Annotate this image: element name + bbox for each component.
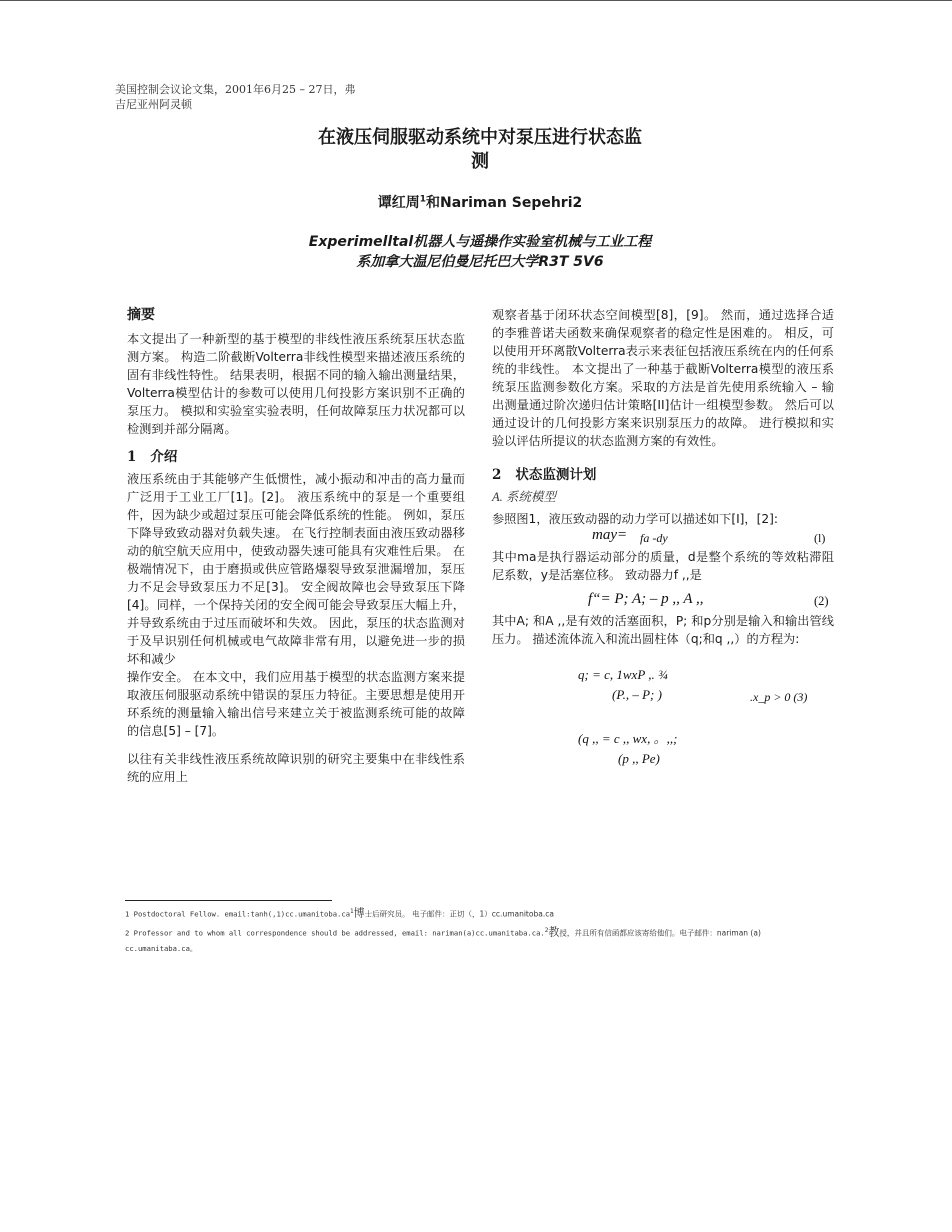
section-2-paragraph-2: 其中ma是执行器运动部分的质量，d是整个系统的等效粘滞阻尼系数，y是活塞位移。 致动器力f ,,是 <box>492 550 834 582</box>
section-2-title: 状态监测计划 <box>515 467 597 483</box>
equation-2-body: f“= P; A; – p ,, A ,, <box>588 591 704 607</box>
footnotes <box>125 905 845 955</box>
equation-3-condition: .x_p > 0 (3) <box>750 690 808 704</box>
equation-3-line-2: (P., – P; ) <box>612 687 662 702</box>
author-2: 和Nariman Sepehri2 <box>426 195 583 211</box>
page-top-rule <box>0 0 952 1</box>
footnote-rule <box>125 900 332 901</box>
equation-3-line-1: q; = c, 1wxP ,. ¾ <box>578 667 668 682</box>
equation-4-line-1: (q ,, = c ,, wx, 。,,; <box>578 731 678 746</box>
right-column <box>492 306 834 780</box>
section-1-paragraph-1: 液压系统由于其能够产生低惯性，减小振动和冲击的高力量而广泛用于工业工厂[1]。[2]。 液压系统中的泵是一个重要组件，因为缺少或超过泵压可能会降低系统的性能。 例如，泵压下降导致致动器对负载失速。 在飞行控制表面由液压致动器移动的航空航天应用中，使致动器失速可能具有灾难性后果。 在极端情况下，由于磨损或供应管路爆裂导致泵泄漏增加，泵压力不足会导致泵压力不足[3]。 安全阀故障也会导致泵压下降[4]。同样，一个保持关闭的安全阀可能会导致泵压大幅上升，并导致系统由于过压而破坏和失效。 因此，泵压的状态监测对于及早识别任何机械或电气故障非常有用，以避免进一步的损坏和减少 <box>127 472 465 666</box>
title-line-2: 测 <box>471 151 489 172</box>
footnote-2-mark: 2 <box>544 927 549 935</box>
author-1-footnote-mark: 1 <box>419 194 426 205</box>
section-1-paragraph-2: 操作安全。 在本文中，我们应用基于模型的状态监测方案来提取液压伺服驱动系统中错误的泵压力特征。主要思想是使用开环系统的测量输入输出信号来建立关于被监测系统可能的故障的信息[5] – [7]。 <box>127 670 465 738</box>
equation-2-number: (2) <box>814 594 829 608</box>
footnote-2 <box>125 924 845 939</box>
section-2-number: 2 <box>492 467 502 483</box>
section-2-heading <box>492 466 834 484</box>
section-1-number: 1 <box>127 449 137 465</box>
abstract-text: 本文提出了一种新型的基于模型的非线性液压系统泵压状态监测方案。 构造二阶截断Volterra非线性模型来描述液压系统的固有非线性特性。 结果表明，根据不同的输入输出测量结果，Volterra模型估计的参数可以使用几何投影方案识别不正确的泵压力。 模拟和实验室实验表明，任何故障泵压力状况都可以检测到并部分隔离。 <box>127 332 465 436</box>
right-column-paragraph-1: 观察者基于闭环状态空间模型[8]，[9]。 然而，通过选择合适的李雅普诺夫函数来确保观察者的稳定性是困难的。 相反，可以使用开环离散Volterra表示来表征包括液压系统在内的任何系统的非线性。 本文提出了一种基于截断Volterra模型的液压系统泵压监测参数化方案。采取的方法是首先使用系统输入 – 输出测量通过阶次递归估计策略[II]估计一组模型参数。 然后可以通过设计的几何投影方案来识别泵压力的故障。 进行模拟和实验以评估所提议的状态监测方案的有效性。 <box>492 308 834 448</box>
affiliation <box>240 232 720 272</box>
author-1: 谭红周 <box>377 195 420 211</box>
equation-1-number: (l) <box>814 531 826 545</box>
equation-2 <box>492 584 834 612</box>
footnote-2-continuation: cc.umanitaba.ca。 <box>125 943 198 953</box>
citation-line-2: 吉尼亚州阿灵顿 <box>115 98 192 111</box>
equation-4-line-2: (p ,, Pe) <box>618 751 660 766</box>
footnote-1-translation: 士后研究员。 电子邮件：正切（，1）cc.umanitoba.ca <box>364 909 554 919</box>
citation-line-1: 美国控制会议论文集，2001年6月25 – 27日，弗 <box>115 83 356 96</box>
equation-4 <box>492 730 834 780</box>
section-2-paragraph-3: 其中A; 和A ,,是有效的活塞面积，P; 和p分别是输入和输出管线压力。 描述流体流入和流出圆柱体（q;和q ,,）的方程为: <box>492 614 834 646</box>
section-1-paragraph-3: 以往有关非线性液压系统故障识别的研究主要集中在非线性系统的应用上 <box>127 752 465 784</box>
author-list <box>260 192 700 212</box>
section-1-heading <box>127 448 465 466</box>
footnote-1-mark: 1 <box>350 908 354 915</box>
equation-1-lhs: may= <box>592 527 628 543</box>
footnote-2-translation: 授，并且所有信函都应该寄给他们。电子邮件：nariman (a) <box>559 928 761 938</box>
section-2-paragraph-1: 参照图1，液压致动器的动力学可以描述如下[I]，[2]: <box>492 512 778 526</box>
subsection-a-heading: A. 系统模型 <box>492 490 556 504</box>
equation-3 <box>492 648 834 730</box>
affiliation-line-1: Experimelltal机器人与遥操作实验室机械与工业工程 <box>308 234 652 250</box>
left-column <box>127 306 465 786</box>
footnote-2-char: 教 <box>548 925 560 939</box>
equation-1-rhs: fa -dy <box>640 531 668 545</box>
equation-1 <box>492 528 834 548</box>
title-line-1: 在液压伺服驱动系统中对泵压进行状态监 <box>318 127 642 148</box>
abstract-heading: 摘要 <box>127 307 155 323</box>
affiliation-line-2: 系加拿大温尼伯曼尼托巴大学R3T 5V6 <box>356 254 604 270</box>
section-1-title: 介绍 <box>150 449 178 465</box>
footnote-1-char: 博 <box>353 906 365 920</box>
conference-citation <box>115 82 375 112</box>
footnote-1-text: 1 Postdoctoral Fellow. email:tanh(,1)cc.umanitoba.ca <box>125 909 351 919</box>
footnote-1 <box>125 905 845 920</box>
paper-title <box>270 126 690 174</box>
footnote-2-text: 2 Professor and to whom all correspondence should be addressed, email: nariman(a)cc.umanitaba.ca. <box>125 928 545 938</box>
